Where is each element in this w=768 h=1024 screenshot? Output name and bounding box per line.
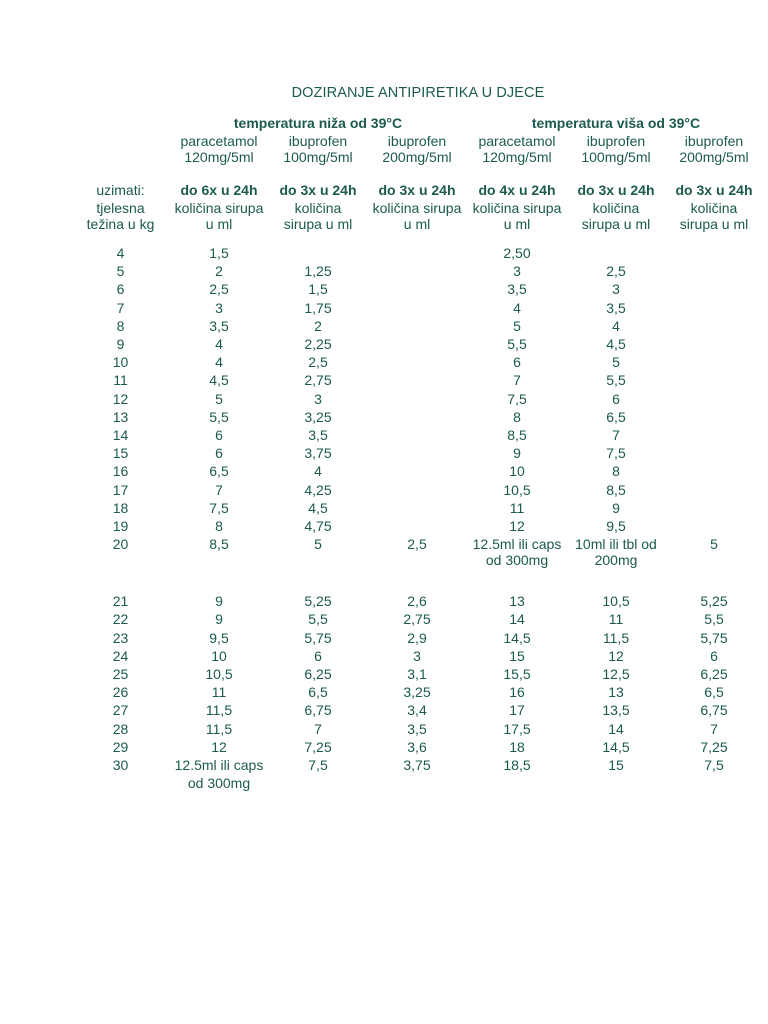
dose-cell xyxy=(665,408,763,426)
dose-cell: 5 xyxy=(612,354,620,371)
table-row xyxy=(72,756,763,794)
dose-cell: 15 xyxy=(509,647,525,664)
dose-cell: 2,5 xyxy=(308,354,328,371)
dose-cell: 3 xyxy=(413,647,421,664)
dose-cell: 4,25 xyxy=(304,481,332,498)
weight-cell: 4 xyxy=(116,245,125,261)
dose-cell: 15 xyxy=(608,757,624,774)
dose-cell: 10,5 xyxy=(205,666,233,683)
unit-label xyxy=(367,200,467,236)
unit-label xyxy=(169,200,269,236)
weight-label xyxy=(72,200,169,236)
table-row xyxy=(72,299,763,317)
weight-cell: 12 xyxy=(112,390,129,407)
dose-cell: 14,5 xyxy=(503,629,531,646)
frequency-cell: do 3x u 24h xyxy=(378,182,456,198)
table-row xyxy=(72,353,763,371)
dose-cell xyxy=(665,481,763,499)
dose-cell xyxy=(665,280,763,298)
dose-cell xyxy=(367,299,467,317)
table-row xyxy=(72,317,763,335)
table-row xyxy=(72,481,763,499)
table-row xyxy=(72,262,763,280)
dose-cell: 4 xyxy=(215,354,223,371)
weight-cell: 17 xyxy=(112,481,129,498)
dose-cell: 9 xyxy=(215,593,223,610)
drug-strength: 100mg/5ml xyxy=(581,149,651,165)
dose-cell: 17 xyxy=(509,702,525,719)
weight-cell: 9 xyxy=(116,336,125,353)
empty-header-cell xyxy=(72,133,169,170)
unit-label-line: količina sirupa xyxy=(472,200,562,216)
dose-cell: 10 xyxy=(211,647,227,664)
dose-cell: 6 xyxy=(215,445,223,462)
dose-cell xyxy=(367,280,467,298)
weight-cell: 30 xyxy=(112,757,129,774)
dose-cell: 7 xyxy=(314,720,322,737)
weight-cell: 28 xyxy=(112,720,129,737)
dose-cell: 3,25 xyxy=(304,408,332,425)
dose-cell: 13 xyxy=(509,593,525,610)
dose-cell: 3,6 xyxy=(407,738,427,755)
table-row xyxy=(72,462,763,480)
dose-cell: 6 xyxy=(215,427,223,444)
dose-cell: 3,5 xyxy=(507,281,527,298)
weight-label-line: težina u kg xyxy=(86,216,155,232)
frequency-label: uzimati: xyxy=(96,182,145,198)
dose-cell: 2,50 xyxy=(503,245,531,261)
dose-cell: 5 xyxy=(314,536,322,553)
dose-cell xyxy=(367,481,467,499)
dose-cell: 6 xyxy=(710,647,718,664)
weight-cell: 8 xyxy=(116,317,125,334)
dose-cell xyxy=(665,335,763,353)
unit-label-line: sirupa u ml xyxy=(283,216,353,232)
unit-label-line: količina xyxy=(690,200,738,216)
dose-cell: 4,75 xyxy=(304,518,332,535)
weight-cell: 29 xyxy=(112,738,129,755)
dose-cell: 4,5 xyxy=(606,336,626,353)
frequency-cell: do 4x u 24h xyxy=(478,182,556,198)
dose-cell xyxy=(367,244,467,262)
dose-cell xyxy=(665,299,763,317)
dose-cell: 12 xyxy=(608,647,624,664)
dose-cell: 6,75 xyxy=(304,702,332,719)
dose-cell: 11 xyxy=(211,684,227,701)
dose-cell xyxy=(367,444,467,462)
dose-cell: 11,5 xyxy=(205,720,233,737)
table-row xyxy=(72,720,763,738)
table-row xyxy=(72,335,763,353)
dose-cell xyxy=(665,499,763,517)
unit-label-line: u ml xyxy=(403,216,431,232)
dose-cell: 5 xyxy=(513,317,521,334)
dose-cell: 7 xyxy=(513,372,521,389)
dose-cell: 2 xyxy=(314,317,322,334)
dose-cell: 12 xyxy=(509,518,525,535)
dose-cell xyxy=(665,371,763,389)
dose-cell: 7,5 xyxy=(507,390,527,407)
dose-cell: 9 xyxy=(215,611,223,628)
dose-cell: 5,5 xyxy=(606,372,626,389)
dose-cell: 8,5 xyxy=(606,481,626,498)
dose-cell: 7,25 xyxy=(304,738,332,755)
dose-cell xyxy=(665,462,763,480)
dose-cell: 2,6 xyxy=(407,593,427,610)
dose-cell: 3,5 xyxy=(606,299,626,316)
dose-cell: 5,5 xyxy=(308,611,328,628)
dose-cell: 3,5 xyxy=(308,427,328,444)
dose-cell xyxy=(665,262,763,280)
unit-label-line: u ml xyxy=(205,216,233,232)
dose-cell: 2,9 xyxy=(407,629,427,646)
weight-cell: 11 xyxy=(113,372,128,389)
dose-cell: 6,5 xyxy=(704,684,724,701)
dose-cell: 3,5 xyxy=(209,317,229,334)
dose-cell: 16 xyxy=(509,684,525,701)
unit-label-line: sirupa u ml xyxy=(581,216,651,232)
drug-header xyxy=(269,133,367,170)
frequency-row xyxy=(72,182,763,200)
dose-cell: 6 xyxy=(612,390,620,407)
frequency-cell: do 3x u 24h xyxy=(675,182,753,198)
dose-cell: 2,75 xyxy=(403,611,431,628)
dose-cell: 6,5 xyxy=(308,684,328,701)
dose-cell: 4 xyxy=(314,463,322,480)
dose-cell: 3 xyxy=(215,299,223,316)
dose-cell: 8 xyxy=(513,408,521,425)
weight-cell: 5 xyxy=(116,263,125,280)
dose-cell: 6,25 xyxy=(304,666,332,683)
table-row xyxy=(72,499,763,517)
dose-cell: 3,1 xyxy=(407,666,427,683)
table-row xyxy=(72,408,763,426)
dose-cell: 8,5 xyxy=(507,427,527,444)
dose-cell: 2 xyxy=(215,263,223,280)
dose-cell: 18 xyxy=(509,738,525,755)
dose-cell xyxy=(367,390,467,408)
dosage-table xyxy=(72,133,763,794)
table-row xyxy=(72,647,763,665)
dose-cell: 6,5 xyxy=(209,463,229,480)
dose-cell: 7,5 xyxy=(606,445,626,462)
dose-cell-line: 10ml ili tbl od xyxy=(575,536,657,553)
unit-label-line: u ml xyxy=(503,216,531,232)
unit-label-line: količina sirupa xyxy=(372,200,462,216)
dose-cell-line: od 300mg xyxy=(187,775,251,792)
dose-cell: 4 xyxy=(513,299,521,316)
dose-cell xyxy=(269,244,367,262)
dose-cell: 11 xyxy=(509,499,525,516)
dose-cell: 5,25 xyxy=(304,593,332,610)
dose-cell: 7,5 xyxy=(704,757,724,774)
dose-cell: 5 xyxy=(710,536,718,553)
dose-cell: 8 xyxy=(215,518,223,535)
dose-cell: 5 xyxy=(215,390,223,407)
weight-cell: 22 xyxy=(112,611,129,628)
dose-cell: 3,5 xyxy=(407,720,427,737)
weight-cell: 20 xyxy=(112,536,129,553)
weight-cell: 14 xyxy=(112,427,129,444)
dose-cell: 5,5 xyxy=(209,408,229,425)
dose-cell: 9 xyxy=(612,499,620,516)
unit-label-line: sirupa u ml xyxy=(679,216,749,232)
drug-header-row xyxy=(72,133,763,170)
dose-cell: 9,5 xyxy=(209,629,229,646)
dose-cell: 9,5 xyxy=(606,518,626,535)
dose-cell: 4,5 xyxy=(209,372,229,389)
dose-cell xyxy=(169,756,269,794)
dose-cell: 2,75 xyxy=(304,372,332,389)
weight-label-line: tjelesna xyxy=(96,200,145,216)
table-row xyxy=(72,444,763,462)
dose-cell xyxy=(665,444,763,462)
frequency-cell: do 6x u 24h xyxy=(180,182,258,198)
drug-name: ibuprofen xyxy=(288,133,348,149)
dose-cell-line: 200mg xyxy=(594,552,638,569)
dose-cell: 2,5 xyxy=(407,536,427,553)
dose-cell: 3,25 xyxy=(403,684,431,701)
dose-cell xyxy=(665,426,763,444)
dose-cell: 5,25 xyxy=(700,593,728,610)
dose-cell xyxy=(367,517,467,535)
weight-cell: 6 xyxy=(116,281,125,298)
frequency-cell: do 3x u 24h xyxy=(279,182,357,198)
dose-cell xyxy=(665,244,763,262)
table-row xyxy=(72,665,763,683)
dose-cell: 7,5 xyxy=(308,757,328,774)
dose-cell xyxy=(665,317,763,335)
dose-cell: 4 xyxy=(215,336,223,353)
drug-name: ibuprofen xyxy=(586,133,646,149)
dose-cell: 13 xyxy=(608,684,624,701)
drug-strength: 120mg/5ml xyxy=(482,149,552,165)
dose-cell: 14 xyxy=(608,720,624,737)
dose-cell xyxy=(367,262,467,280)
weight-cell: 16 xyxy=(112,463,129,480)
dose-cell xyxy=(367,317,467,335)
dose-cell: 7,5 xyxy=(209,499,229,516)
dose-cell: 10,5 xyxy=(602,593,630,610)
dose-cell: 6,5 xyxy=(606,408,626,425)
dose-cell: 2,5 xyxy=(606,263,626,280)
dose-cell: 10 xyxy=(509,463,525,480)
weight-cell: 26 xyxy=(112,684,129,701)
weight-cell: 18 xyxy=(112,499,129,516)
table-row xyxy=(72,244,763,262)
dose-cell xyxy=(367,371,467,389)
dose-cell: 1,5 xyxy=(308,281,328,298)
dose-cell: 3 xyxy=(513,263,521,280)
dose-cell: 4,5 xyxy=(308,499,328,516)
dose-cell: 5,75 xyxy=(304,629,332,646)
table-row xyxy=(72,738,763,756)
dose-cell: 13,5 xyxy=(602,702,630,719)
dose-cell: 11 xyxy=(608,611,624,628)
dose-cell: 5,5 xyxy=(507,336,527,353)
dose-cell: 2,25 xyxy=(304,336,332,353)
dose-cell: 6,25 xyxy=(700,666,728,683)
drug-header xyxy=(665,133,763,170)
dose-cell: 3,4 xyxy=(407,702,427,719)
drug-header xyxy=(567,133,665,170)
table-row xyxy=(72,701,763,719)
unit-label xyxy=(467,200,567,236)
dose-cell: 5,75 xyxy=(700,629,728,646)
dose-cell xyxy=(367,408,467,426)
dose-cell: 7 xyxy=(710,720,718,737)
dose-cell-line: od 300mg xyxy=(485,552,549,569)
drug-header xyxy=(169,133,269,170)
frequency-cell: do 3x u 24h xyxy=(577,182,655,198)
table-row xyxy=(72,390,763,408)
unit-label-line: količina xyxy=(592,200,640,216)
dose-cell: 6 xyxy=(513,354,521,371)
weight-cell: 23 xyxy=(112,629,129,646)
drug-name: ibuprofen xyxy=(684,133,744,149)
table-row xyxy=(72,610,763,628)
weight-cell: 19 xyxy=(112,518,129,535)
drug-name: paracetamol xyxy=(180,133,258,149)
weight-cell: 15 xyxy=(112,445,129,462)
table-row xyxy=(72,371,763,389)
dose-cell: 7 xyxy=(612,427,620,444)
dose-cell: 15,5 xyxy=(503,666,531,683)
table-row xyxy=(72,592,763,610)
weight-cell: 10 xyxy=(112,354,129,371)
dose-cell xyxy=(367,426,467,444)
drug-name: ibuprofen xyxy=(387,133,447,149)
dose-cell: 14,5 xyxy=(602,738,630,755)
group-heading-low-temperature: temperatura niža od 39°C xyxy=(233,115,403,131)
weight-cell: 24 xyxy=(112,647,129,664)
dose-cell: 11,5 xyxy=(205,702,233,719)
dose-cell: 12,5 xyxy=(602,666,630,683)
dose-cell: 11,5 xyxy=(602,629,630,646)
unit-label-line: količina sirupa xyxy=(174,200,264,216)
dose-cell: 5,5 xyxy=(704,611,724,628)
dose-cell: 3 xyxy=(612,281,620,298)
drug-header xyxy=(467,133,567,170)
dose-cell xyxy=(367,335,467,353)
document-title: DOZIRANJE ANTIPIRETIKA U DJECE xyxy=(291,85,545,101)
drug-strength: 100mg/5ml xyxy=(283,149,353,165)
drug-header xyxy=(367,133,467,170)
drug-name: paracetamol xyxy=(478,133,556,149)
drug-strength: 200mg/5ml xyxy=(679,149,749,165)
table-row xyxy=(72,517,763,535)
table-row xyxy=(72,535,763,592)
unit-label xyxy=(269,200,367,236)
dose-cell: 6 xyxy=(314,647,322,664)
dose-cell: 7 xyxy=(215,481,223,498)
spacer-row xyxy=(72,236,763,244)
spacer-row xyxy=(72,170,763,182)
dose-cell: 3,75 xyxy=(403,757,431,774)
unit-label xyxy=(665,200,763,236)
dose-cell: 1,75 xyxy=(304,299,332,316)
dose-cell: 12 xyxy=(211,738,227,755)
dose-cell: 10,5 xyxy=(503,481,531,498)
unit-label-line: količina xyxy=(294,200,342,216)
dose-cell: 7,25 xyxy=(700,738,728,755)
dose-cell: 18,5 xyxy=(503,757,531,774)
drug-strength: 120mg/5ml xyxy=(184,149,254,165)
dose-cell: 3,75 xyxy=(304,445,332,462)
dose-cell xyxy=(567,535,665,592)
dose-cell: 6,75 xyxy=(700,702,728,719)
dose-cell-line: 12.5ml ili caps xyxy=(174,757,264,774)
dose-cell xyxy=(367,462,467,480)
dose-cell: 9 xyxy=(513,445,521,462)
dose-cell xyxy=(567,244,665,262)
dose-cell-line: 12.5ml ili caps xyxy=(472,536,562,553)
dose-cell: 4 xyxy=(612,317,620,334)
unit-label-row xyxy=(72,200,763,236)
weight-cell: 7 xyxy=(116,299,125,316)
table-row xyxy=(72,629,763,647)
dose-cell: 3 xyxy=(314,390,322,407)
table-row xyxy=(72,426,763,444)
dose-cell xyxy=(665,517,763,535)
dose-cell: 8,5 xyxy=(209,536,229,553)
weight-cell: 25 xyxy=(112,666,129,683)
dose-cell: 14 xyxy=(509,611,525,628)
dose-cell: 8 xyxy=(612,463,620,480)
dose-cell xyxy=(367,353,467,371)
dose-cell: 2,5 xyxy=(209,281,229,298)
weight-cell: 21 xyxy=(112,593,129,610)
weight-cell: 27 xyxy=(112,702,129,719)
dose-cell: 1,25 xyxy=(304,263,332,280)
table-row xyxy=(72,683,763,701)
drug-strength: 200mg/5ml xyxy=(382,149,452,165)
group-heading-high-temperature: temperatura viša od 39°C xyxy=(531,115,701,131)
unit-label xyxy=(567,200,665,236)
dose-cell: 17,5 xyxy=(503,720,531,737)
dose-cell: 1,5 xyxy=(209,245,229,261)
table-row xyxy=(72,280,763,298)
weight-cell: 13 xyxy=(112,408,129,425)
dose-cell xyxy=(467,535,567,592)
dose-cell xyxy=(665,353,763,371)
dose-cell xyxy=(665,390,763,408)
dose-cell xyxy=(367,499,467,517)
